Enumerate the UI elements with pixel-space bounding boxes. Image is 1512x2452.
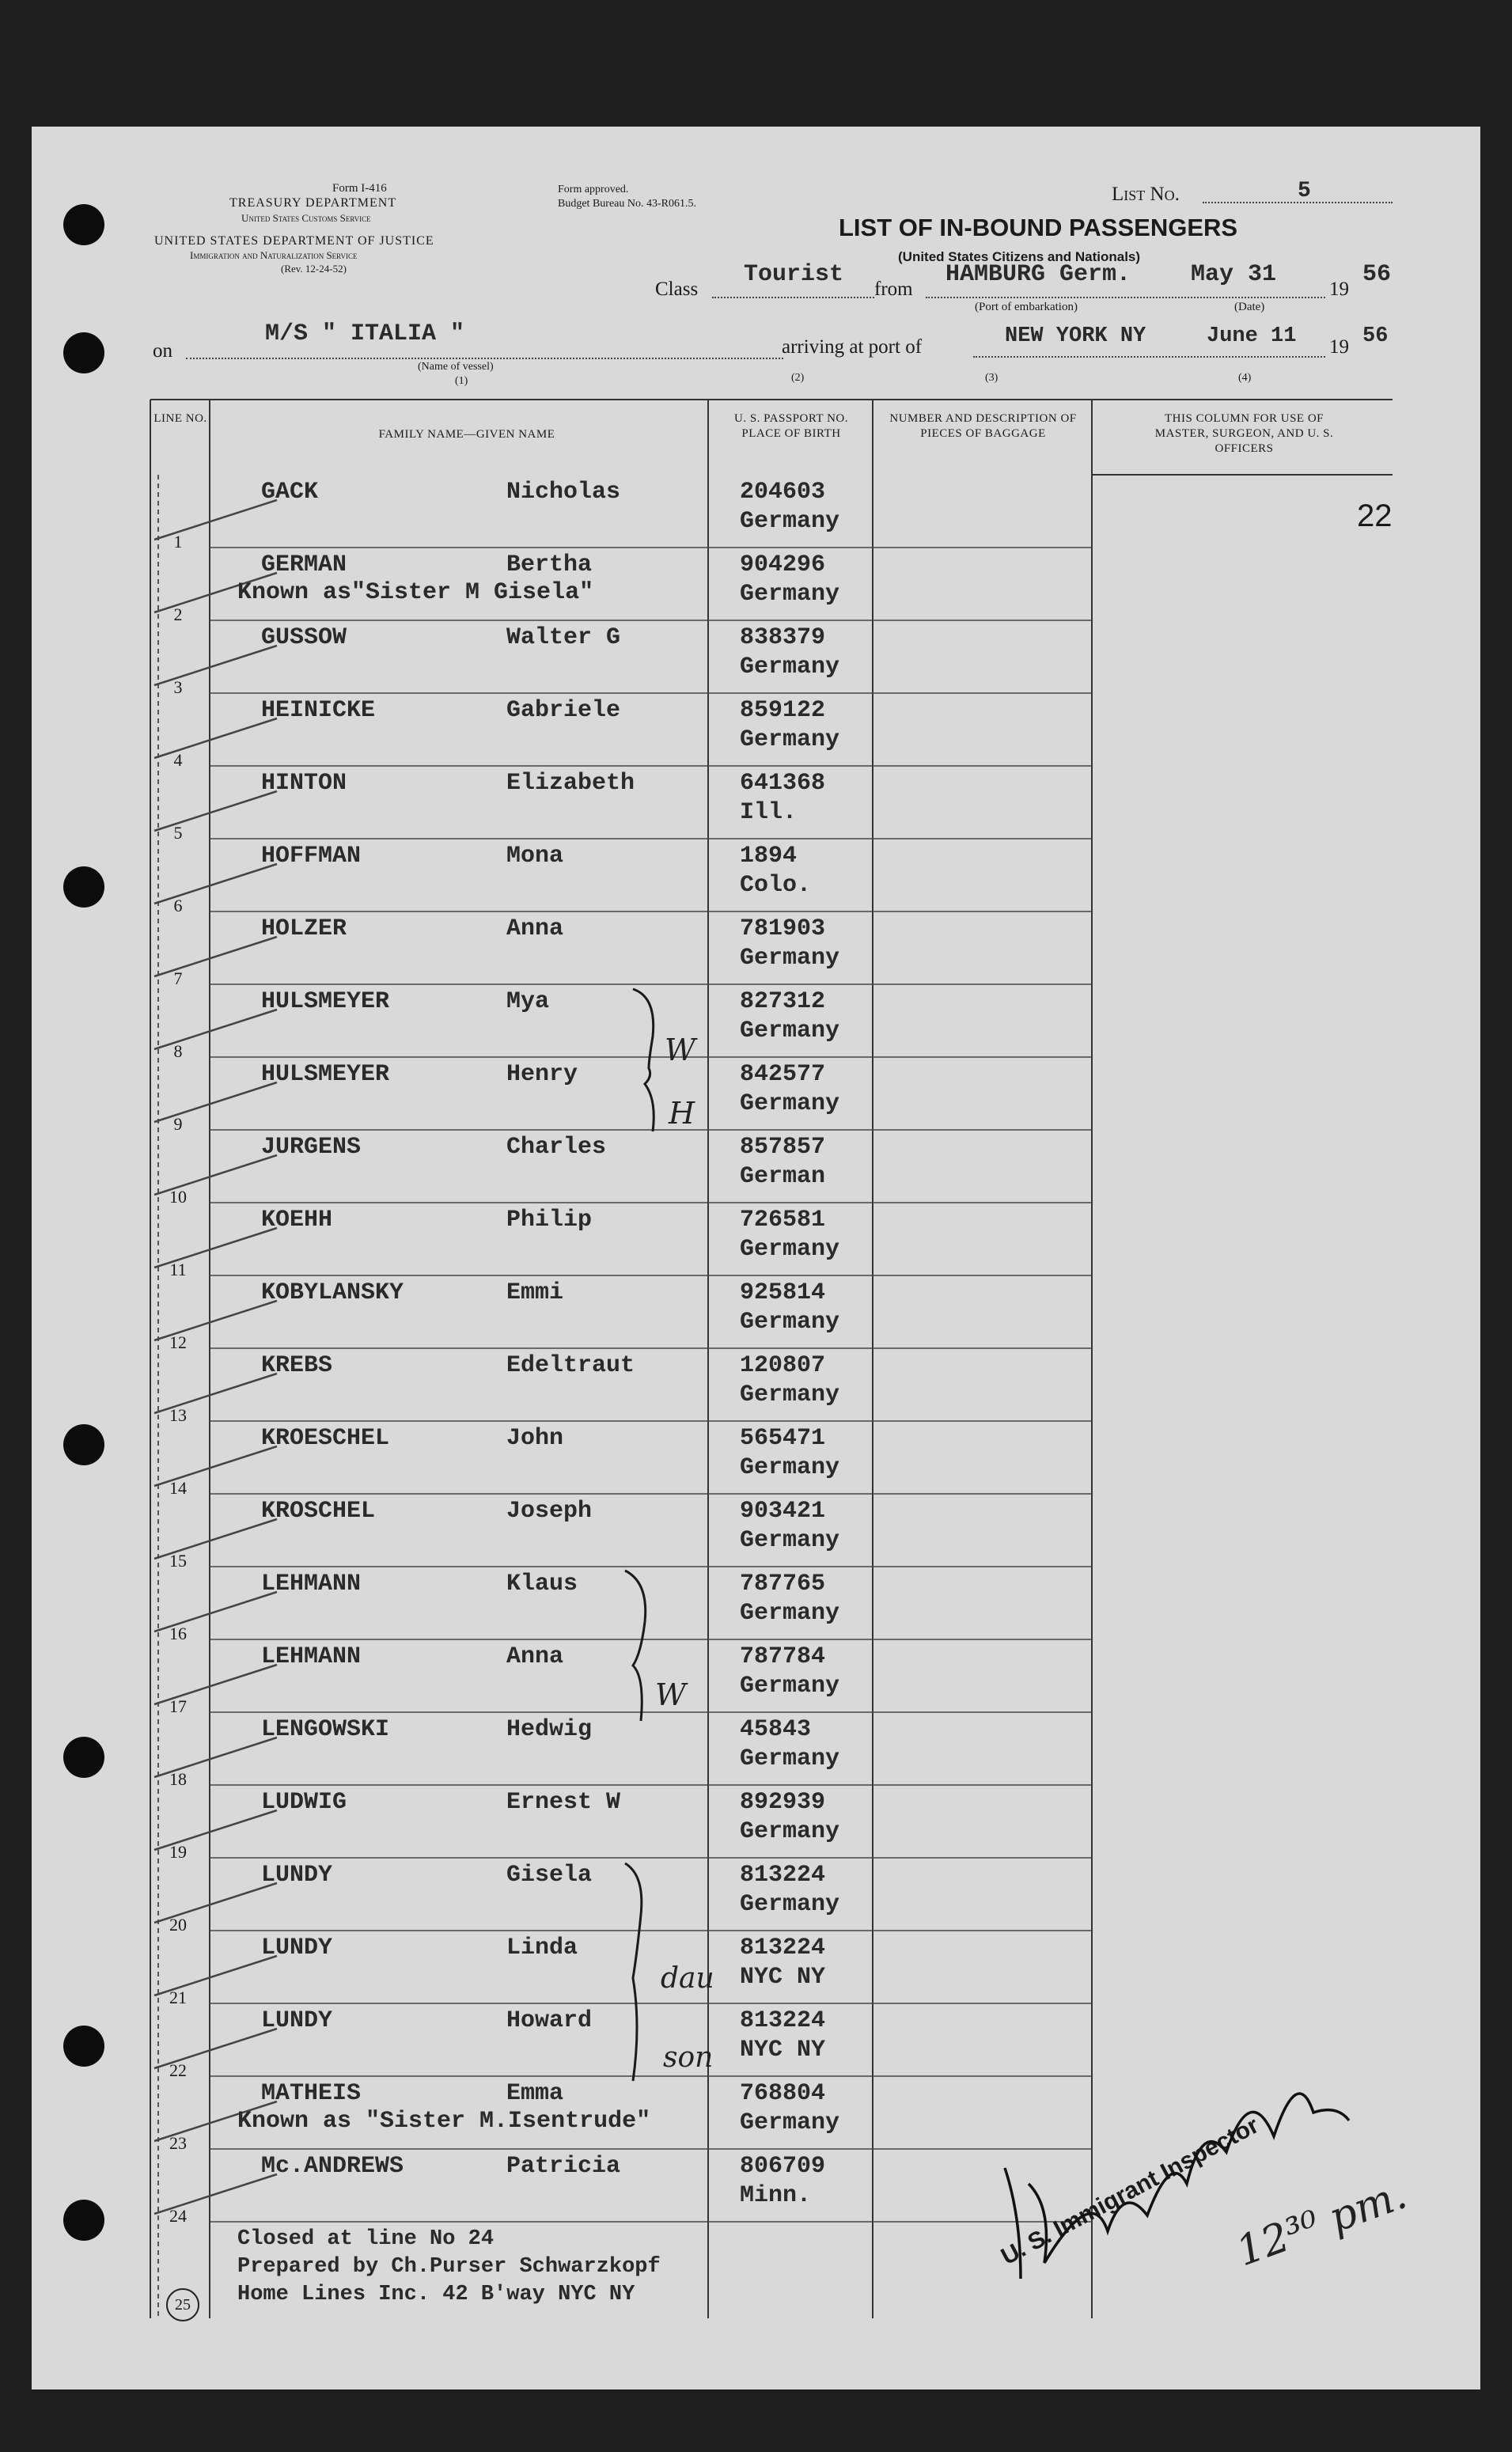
place-of-birth: Germany — [740, 1454, 840, 1481]
vessel-name: M/S " ITALIA " — [265, 320, 465, 347]
place-of-birth: Minn. — [740, 2182, 812, 2209]
place-of-birth: Ill. — [740, 799, 798, 826]
passport-number: 768804 — [740, 2080, 826, 2107]
family-name: Mc.ANDREWS — [261, 2153, 404, 2180]
passport-number: 904296 — [740, 551, 826, 578]
given-name: Anna — [506, 915, 564, 942]
family-name: LUNDY — [261, 1862, 333, 1889]
place-of-birth: Germany — [740, 1600, 840, 1627]
annotation-wife-2: W — [655, 1677, 687, 1712]
family-name: JURGENS — [261, 1134, 362, 1161]
col-header-passport: U. S. PASSPORT NO. PLACE OF BIRTH — [734, 412, 848, 440]
line-number: 4 — [173, 750, 183, 770]
line-number: 23 — [169, 2133, 187, 2153]
arrival-port: NEW YORK NY — [1005, 324, 1146, 348]
given-name: Joseph — [506, 1498, 593, 1525]
given-name: Walter G — [506, 624, 621, 651]
passport-number: 781903 — [740, 915, 826, 942]
passport-number: 120807 — [740, 1352, 826, 1379]
class-label: Class — [655, 279, 699, 300]
passport-number: 857857 — [740, 1134, 826, 1161]
line-number: 8 — [173, 1041, 183, 1061]
passport-number: 903421 — [740, 1498, 826, 1525]
family-name: MATHEIS — [261, 2080, 362, 2107]
place-of-birth: Germany — [740, 726, 840, 753]
place-of-birth: Colo. — [740, 872, 812, 899]
passport-number: 1894 — [740, 843, 798, 870]
passport-number: 641368 — [740, 770, 826, 797]
annotation-son: son — [663, 2041, 714, 2074]
col-header-line: LINE NO. — [153, 412, 207, 425]
given-name: Charles — [506, 1134, 607, 1161]
family-name: LENGOWSKI — [261, 1716, 390, 1743]
inspection-time: 12³⁰ pm. — [1230, 2170, 1413, 2276]
col-header-name: FAMILY NAME—GIVEN NAME — [378, 428, 555, 441]
family-name: KOEHH — [261, 1207, 333, 1234]
passport-number: 787765 — [740, 1571, 826, 1597]
col-num-1: (1) — [455, 375, 468, 387]
place-of-birth: Germany — [740, 1818, 840, 1845]
family-name: HULSMEYER — [261, 988, 390, 1015]
line-number: 12 — [169, 1332, 187, 1352]
customs-service: United States Customs Service — [241, 212, 371, 224]
place-of-birth: Germany — [740, 654, 840, 680]
family-name: KOBYLANSKY — [261, 1279, 404, 1306]
col-num-2: (2) — [791, 372, 805, 384]
passport-number: 45843 — [740, 1716, 812, 1743]
place-of-birth: NYC NY — [740, 2037, 826, 2064]
annotation-daughter: dau — [661, 1962, 714, 1995]
col-header-officers: THIS COLUMN FOR USE OF MASTER, SURGEON, AND U. S. OFFICERS — [1154, 412, 1334, 455]
passport-number: 925814 — [740, 1279, 826, 1306]
given-name: Linda — [506, 1935, 578, 1961]
given-name: Patricia — [506, 2153, 621, 2180]
line-number: 16 — [169, 1624, 187, 1643]
col-num-3: (3) — [985, 372, 999, 384]
given-name: Emmi — [506, 1279, 564, 1306]
line-number: 10 — [169, 1187, 187, 1207]
place-of-birth: Germany — [740, 1090, 840, 1117]
arriving-label: arriving at port of — [782, 336, 923, 358]
prepared-by: Prepared by Ch.Purser Schwarzkopf — [237, 2255, 661, 2279]
passport-number: 813224 — [740, 1935, 826, 1961]
place-of-birth: Germany — [740, 1891, 840, 1918]
given-name: Mona — [506, 843, 564, 870]
line-number: 20 — [169, 1915, 187, 1935]
form-number: Form I-416 — [332, 182, 387, 195]
place-of-birth: Germany — [740, 1236, 840, 1263]
family-name: HINTON — [261, 770, 347, 797]
passport-number: 892939 — [740, 1789, 826, 1816]
last-line-number: 25 — [166, 2288, 199, 2321]
family-name: GACK — [261, 479, 319, 506]
year-prefix-1: 19 — [1329, 279, 1349, 300]
inspector-stamp: U. S. Immigrant Inspector — [997, 2112, 1264, 2271]
given-name: Klaus — [506, 1571, 578, 1597]
line-number: 21 — [169, 1988, 187, 2007]
family-name: LEHMANN — [261, 1571, 362, 1597]
from-label: from — [874, 279, 913, 300]
annotation-husband: H — [669, 1096, 695, 1131]
line-number: 13 — [169, 1405, 187, 1425]
passport-number: 565471 — [740, 1425, 826, 1452]
given-name: Mya — [506, 988, 550, 1015]
line-number: 6 — [173, 896, 183, 915]
line-number: 15 — [169, 1551, 187, 1571]
class-value: Tourist — [744, 261, 844, 288]
family-name: KROSCHEL — [261, 1498, 376, 1525]
shipping-line: Home Lines Inc. 42 B'way NYC NY — [237, 2283, 635, 2306]
place-of-birth: Germany — [740, 508, 840, 535]
given-name: Edeltraut — [506, 1352, 635, 1379]
given-name: Henry — [506, 1061, 578, 1088]
given-name: Elizabeth — [506, 770, 635, 797]
annotation-wife: W — [665, 1033, 696, 1067]
closed-at-line: Closed at line No 24 — [237, 2227, 495, 2251]
family-name: HOFFMAN — [261, 843, 362, 870]
page-tally: 22 — [1357, 498, 1393, 533]
line-number: 7 — [173, 968, 183, 988]
port-embark-caption: (Port of embarkation) — [975, 301, 1078, 313]
given-name: Hedwig — [506, 1716, 593, 1743]
from-port: HAMBURG Germ. — [945, 261, 1131, 288]
year-1: 56 — [1362, 261, 1392, 288]
family-name: LUDWIG — [261, 1789, 347, 1816]
line-number: 11 — [169, 1260, 187, 1279]
family-name: GUSSOW — [261, 624, 347, 651]
form-approved: Form approved. — [558, 184, 629, 195]
department-of-justice: UNITED STATES DEPARTMENT OF JUSTICE — [154, 234, 434, 248]
given-name: Howard — [506, 2007, 593, 2034]
list-number: 5 — [1298, 179, 1311, 203]
passport-number: 838379 — [740, 624, 826, 651]
given-name: Philip — [506, 1207, 593, 1234]
col-header-baggage: NUMBER AND DESCRIPTION OF PIECES OF BAGGAGE — [889, 412, 1077, 440]
place-of-birth: Germany — [740, 945, 840, 972]
given-name: Nicholas — [506, 479, 621, 506]
given-name: Anna — [506, 1643, 564, 1670]
family-name: LUNDY — [261, 1935, 333, 1961]
place-of-birth: Germany — [740, 1309, 840, 1336]
line-number: 5 — [173, 823, 183, 843]
line-number: 2 — [173, 604, 183, 624]
given-name: Bertha — [506, 551, 593, 578]
budget-bureau: Budget Bureau No. 43-R061.5. — [558, 198, 696, 210]
family-name: HOLZER — [261, 915, 347, 942]
given-name: Ernest W — [506, 1789, 621, 1816]
passport-number: 842577 — [740, 1061, 826, 1088]
place-of-birth: Germany — [740, 1745, 840, 1772]
known-as-note: Known as"Sister M Gisela" — [237, 579, 594, 606]
line-number: 1 — [173, 532, 183, 551]
place-of-birth: Germany — [740, 1527, 840, 1554]
given-name: Gisela — [506, 1862, 593, 1889]
from-date: May 31 — [1191, 261, 1277, 288]
on-label: on — [153, 340, 172, 362]
page-title: LIST OF IN-BOUND PASSENGERS — [839, 214, 1238, 241]
place-of-birth: NYC NY — [740, 1964, 826, 1991]
family-name: KREBS — [261, 1352, 333, 1379]
place-of-birth: Germany — [740, 1673, 840, 1700]
ins-service: Immigration and Naturalization Service — [190, 249, 358, 261]
passport-number: 813224 — [740, 1862, 826, 1889]
given-name: John — [506, 1425, 564, 1452]
line-number: 18 — [169, 1769, 187, 1789]
known-as-note: Known as "Sister M.Isentrude" — [237, 2108, 651, 2135]
passport-number: 726581 — [740, 1207, 826, 1234]
line-number: 22 — [169, 2060, 187, 2080]
place-of-birth: Germany — [740, 581, 840, 608]
revision: (Rev. 12-24-52) — [281, 263, 347, 275]
given-name: Gabriele — [506, 697, 621, 724]
family-name: LEHMANN — [261, 1643, 362, 1670]
list-label: List No. — [1112, 184, 1180, 205]
line-number: 19 — [169, 1842, 187, 1862]
passport-number: 859122 — [740, 697, 826, 724]
given-name: Emma — [506, 2080, 564, 2107]
line-number: 14 — [169, 1478, 187, 1498]
passport-number: 813224 — [740, 2007, 826, 2034]
year-prefix-2: 19 — [1329, 336, 1349, 358]
passport-number: 204603 — [740, 479, 826, 506]
family-name: GERMAN — [261, 551, 347, 578]
passport-number: 806709 — [740, 2153, 826, 2180]
place-of-birth: Germany — [740, 1018, 840, 1044]
line-number: 24 — [169, 2206, 187, 2226]
treasury-department: TREASURY DEPARTMENT — [229, 196, 397, 210]
place-of-birth: German — [740, 1163, 826, 1190]
arrival-date: June 11 — [1207, 324, 1297, 348]
line-number: 17 — [169, 1696, 187, 1716]
family-name: LUNDY — [261, 2007, 333, 2034]
place-of-birth: Germany — [740, 2109, 840, 2136]
year-2: 56 — [1362, 324, 1389, 348]
family-name: HULSMEYER — [261, 1061, 390, 1088]
col-num-4: (4) — [1238, 372, 1252, 384]
family-name: KROESCHEL — [261, 1425, 390, 1452]
passport-number: 827312 — [740, 988, 826, 1015]
vessel-caption: (Name of vessel) — [418, 361, 494, 373]
page-subtitle: (United States Citizens and Nationals) — [898, 249, 1141, 264]
line-number: 9 — [173, 1114, 183, 1134]
place-of-birth: Germany — [740, 1381, 840, 1408]
passport-number: 787784 — [740, 1643, 826, 1670]
line-number: 3 — [173, 677, 183, 697]
family-name: HEINICKE — [261, 697, 376, 724]
date-caption: (Date) — [1234, 301, 1265, 313]
